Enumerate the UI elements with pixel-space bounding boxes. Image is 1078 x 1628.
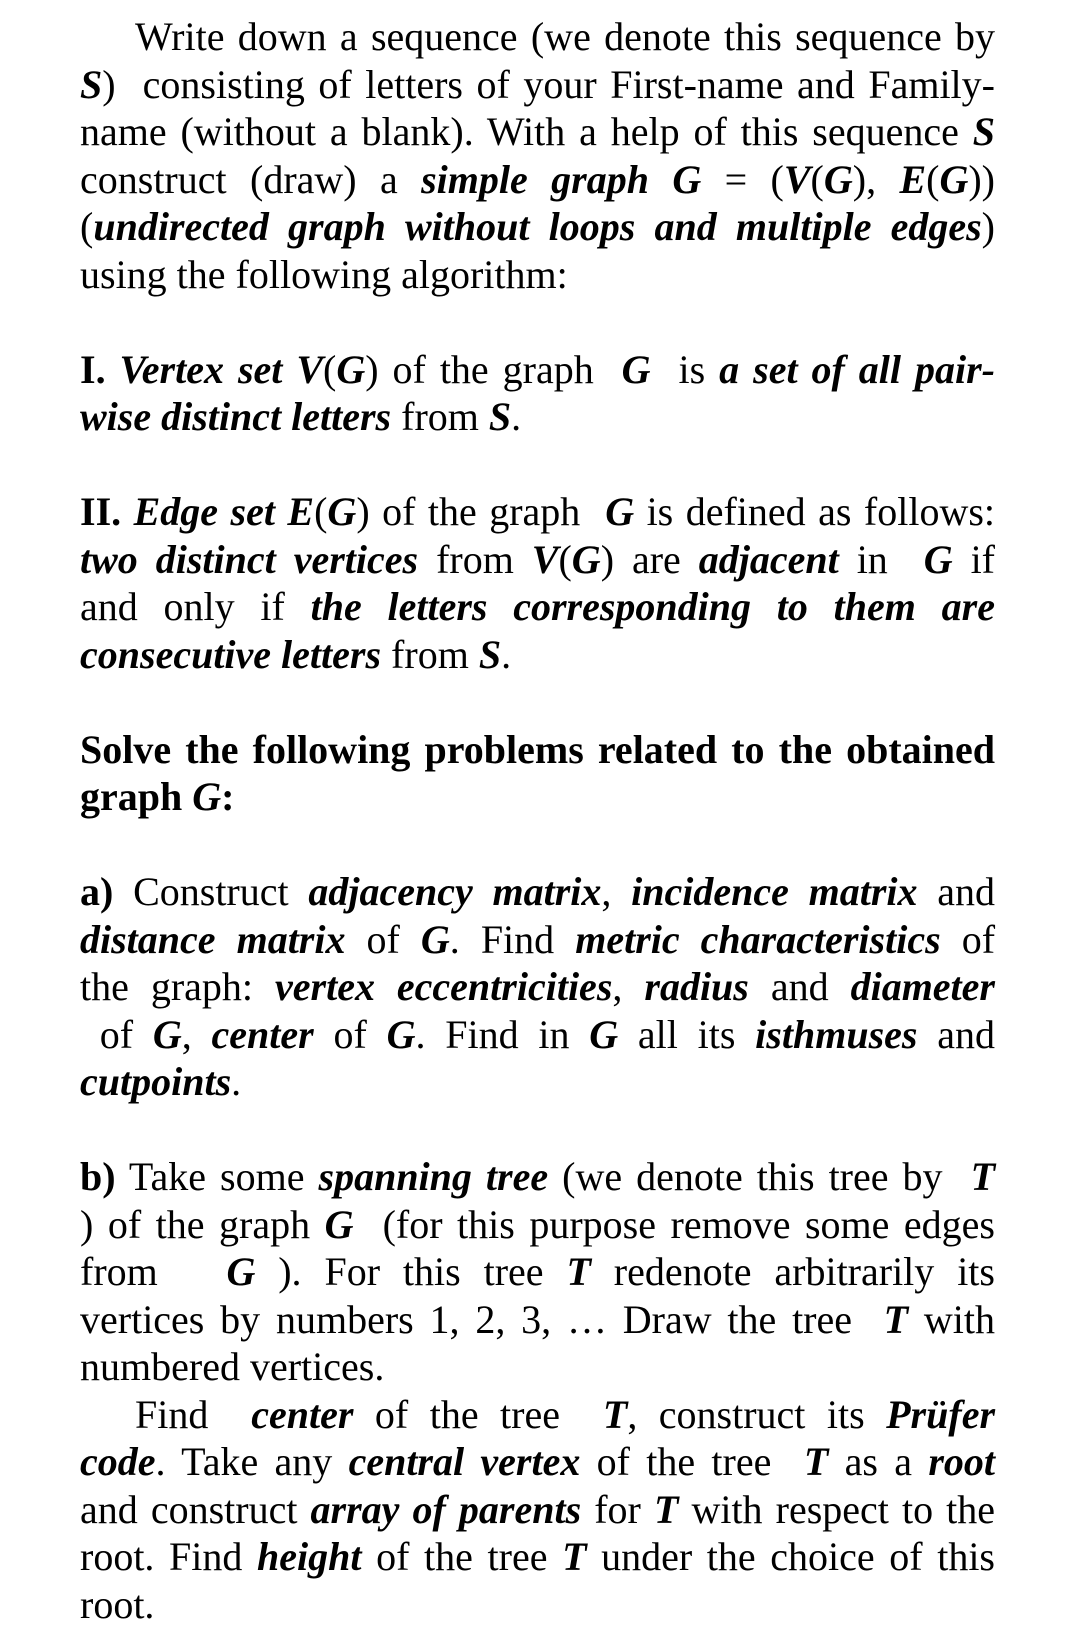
text-run: ) of the graph [365,347,621,392]
text-run: array of parents [311,1487,582,1532]
text-run: ) are [601,537,699,582]
text-run: incidence matrix [631,869,917,914]
text-run: S [973,109,995,154]
text-run: metric characteristics [575,917,940,962]
text-run: ) of the graph [80,1202,325,1247]
text-run: , construct its [627,1392,886,1437]
text-run: and only if [80,584,311,629]
text-run: root [928,1439,995,1484]
text-run: , [182,1012,212,1057]
text-run: central vertex [349,1439,581,1484]
text-run: of [941,917,995,962]
text-run: a set of all pair- [719,347,995,392]
text-run: vertices by numbers 1, 2, 3, … Draw the tree [80,1297,884,1342]
text-run: name (without a blank). With a help of this sequence [80,109,973,154]
text-run: G [387,1012,416,1057]
text-run: Solve the following problems related to the obtained [80,727,995,772]
text-run: G [605,489,634,534]
text-run: G [824,157,853,202]
text-run: spanning tree [319,1154,549,1199]
text-run: the graph: [80,964,275,1009]
text-line [80,1533,995,1581]
text-run: . Take any [156,1439,349,1484]
paragraph [80,346,995,441]
text-run: under the choice of this [587,1534,995,1579]
text-run: : [221,774,234,819]
text-line [80,1058,995,1106]
text-run: numbered vertices. [80,1344,384,1389]
text-run: T [654,1487,678,1532]
text-run: of the tree [362,1534,563,1579]
text-line [80,1153,995,1201]
text-run: redenote arbitrarily its [591,1249,995,1294]
paragraph [80,488,995,678]
text-line [80,868,995,916]
text-run: II. [80,489,134,534]
paragraph-spacer [80,1106,995,1154]
paragraph-spacer [80,821,995,869]
text-run: S [489,394,511,439]
text-run: . [511,394,521,439]
text-line [80,1391,995,1439]
text-run: ( [323,347,336,392]
text-run: and [918,869,996,914]
text-line [80,963,995,1011]
text-run: is defined as follows: [634,489,995,534]
text-run: radius [644,964,749,1009]
text-run: G [327,489,356,534]
text-run: root. [80,1582,154,1627]
text-run: , [601,869,631,914]
text-run: , [612,964,644,1009]
text-line [80,631,995,679]
text-line [80,203,995,251]
text-run: for [581,1487,654,1532]
text-run: and [917,1012,995,1057]
text-run: Vertex set V [120,347,323,392]
paragraph-spacer [80,678,995,726]
text-run: and construct [80,1487,311,1532]
text-run: of [314,1012,387,1057]
text-run: ) consisting of letters of your First-name and Family- [102,62,995,107]
text-line [80,1343,995,1391]
text-run: adjacency matrix [308,869,601,914]
text-run: cutpoints [80,1059,231,1104]
paragraph [80,1153,995,1391]
text-line [80,488,995,536]
text-line [80,108,995,156]
text-run: G [622,347,651,392]
text-run: vertex eccentricities [275,964,612,1009]
text-run: ) of the graph [356,489,605,534]
text-run: G [924,537,953,582]
paragraph-spacer [80,298,995,346]
text-run: of [346,917,421,962]
text-run: T [603,1392,627,1437]
text-line [80,156,995,204]
text-run: G [939,157,968,202]
text-run: using the following algorithm: [80,252,568,297]
text-run: all its [618,1012,755,1057]
text-run: Prüfer [886,1392,995,1437]
text-run: from [381,632,479,677]
text-run: and [749,964,851,1009]
text-run: distance matrix [80,917,346,962]
text-run: adjacent [699,537,839,582]
text-run: Find [135,1392,251,1437]
text-run: E [899,157,926,202]
text-line [80,1438,995,1486]
text-run: (we denote this tree by [548,1154,970,1199]
text-line [80,536,995,584]
text-run: T [884,1297,908,1342]
text-run: from [418,537,532,582]
text-run: . Find in [415,1012,589,1057]
text-run: in [839,537,924,582]
text-run: Edge set E [134,489,314,534]
text-run: of [80,1012,153,1057]
paragraph [80,868,995,1106]
paragraph-spacer [80,441,995,489]
text-line [80,1296,995,1344]
text-line [80,1011,995,1059]
text-run: graph [80,774,192,819]
text-run: = ( [701,157,784,202]
text-run: of the tree [580,1439,804,1484]
text-run: a) [80,869,113,914]
text-run: undirected graph without loops and multiple edges [93,204,981,249]
text-run: S [80,62,102,107]
text-run: ( [314,489,327,534]
text-line [80,916,995,964]
text-run: diameter [851,964,995,1009]
text-line [80,61,995,109]
text-run: V [784,157,811,202]
text-run: center [212,1012,314,1057]
text-run: . [501,632,511,677]
text-run: Construct [113,869,308,914]
text-run: G [192,774,221,819]
text-run: of the tree [353,1392,602,1437]
text-line [80,393,995,441]
text-line [80,583,995,631]
document-page [80,13,995,1628]
text-line [80,346,995,394]
text-run: . Find [450,917,575,962]
text-run: G [572,537,601,582]
text-run: b) [80,1154,116,1199]
text-run: . [231,1059,241,1104]
text-run: the letters corresponding to them are [311,584,995,629]
text-run: Write down a sequence (we denote this sequence by [135,14,995,59]
text-run: isthmuses [755,1012,917,1057]
paragraph [80,726,995,821]
text-run: two distinct vertices [80,537,418,582]
text-run: root. Find [80,1534,257,1579]
text-run: simple graph G [421,157,701,202]
text-line [80,1248,995,1296]
text-run: with [908,1297,995,1342]
paragraph [80,1391,995,1628]
text-run: V [532,537,559,582]
text-run: T [562,1534,586,1579]
text-run: T [971,1154,995,1199]
text-line [80,1201,995,1249]
text-line [80,251,995,299]
text-run: if [953,537,995,582]
text-run: ). For this tree [255,1249,566,1294]
text-run: height [257,1534,361,1579]
text-run: G [325,1202,354,1247]
text-run: is [651,347,720,392]
text-run: Take some [116,1154,319,1199]
text-run: construct (draw) a [80,157,421,202]
text-run: T [804,1439,828,1484]
text-run: ( [811,157,824,202]
text-run: ( [558,537,571,582]
text-run: ( [80,204,93,249]
text-line [80,726,995,774]
text-run: G [589,1012,618,1057]
text-run: S [479,632,501,677]
text-run: as a [828,1439,928,1484]
text-run: G [226,1249,255,1294]
text-run: G [153,1012,182,1057]
text-line [80,13,995,61]
paragraph [80,13,995,298]
text-line [80,1581,995,1628]
text-run: ( [926,157,939,202]
text-run: code [80,1439,156,1484]
text-run: (for this purpose remove some edges [354,1202,995,1247]
text-line [80,773,995,821]
text-run: G [336,347,365,392]
text-run: G [421,917,450,962]
text-run: wise distinct letters [80,394,391,439]
text-run: ), [853,157,900,202]
text-run: )) [968,157,995,202]
text-run: center [251,1392,353,1437]
text-line [80,1486,995,1534]
text-run: T [566,1249,590,1294]
text-run: with respect to the [678,1487,995,1532]
text-run: ) [982,204,995,249]
text-run: from [80,1249,226,1294]
text-run: consecutive letters [80,632,381,677]
text-run: from [391,394,489,439]
text-run: I. [80,347,120,392]
